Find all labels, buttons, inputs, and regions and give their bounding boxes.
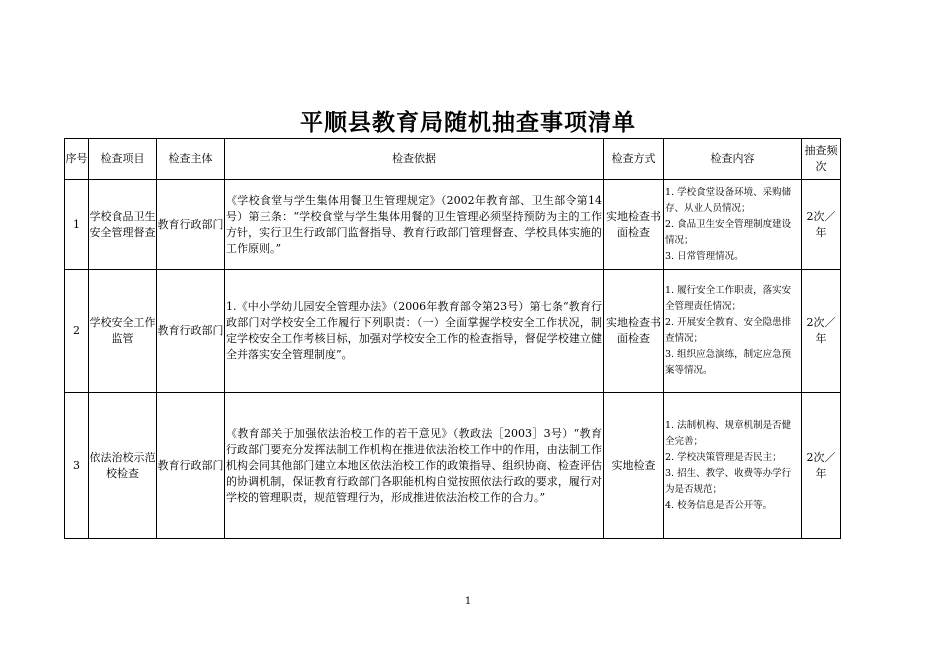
row-item: 依法治校示范校检查: [89, 393, 157, 539]
header-subject: 检查主体: [157, 139, 225, 180]
inspection-table: [64, 138, 841, 539]
header-item: 检查项目: [89, 139, 157, 180]
row-basis: 1.《中小学幼儿园安全管理办法》（2006年教育部令第23号）第七条“教育行政部门对学校安全工作履行下列职责：（一）全面掌握学校安全工作状况，制定学校安全工作考核目标，加强对学校安全工作的检查指导，督促学校建立健全并落实安全管理制度”。: [225, 270, 604, 393]
content-line: 2. 学校决策管理是否民主；: [665, 451, 782, 463]
content-line: 3. 招生、教学、收费等办学行为是否规范；: [665, 467, 792, 495]
row-content: [664, 393, 802, 539]
row-subject: 教育行政部门: [157, 270, 225, 393]
row-item: 学校安全工作监管: [89, 270, 157, 393]
row-frequency: 2次／年: [802, 393, 841, 539]
table-row: [65, 270, 841, 393]
header-method: 检查方式: [604, 139, 664, 180]
row-seq: 2: [65, 270, 89, 393]
document-title: 平顺县教育局随机抽查事项清单: [300, 109, 636, 136]
header-frequency: 抽查频次: [802, 139, 841, 180]
content-line: 2. 食品卫生安全管理制度建设情况；: [665, 218, 792, 246]
row-method: 实地检查书面检查: [604, 180, 664, 270]
row-subject: 教育行政部门: [157, 393, 225, 539]
page-number: 1: [464, 596, 472, 607]
table-header-row: [65, 139, 841, 180]
row-seq: 3: [65, 393, 89, 539]
row-basis: 《教育部关于加强依法治校工作的若干意见》（教政法［2003］3号）“教育行政部门要充分发挥法制工作机构在推进依法治校工作中的作用，由法制工作机构会同其他部门建立本地区依法治校工作的政策指导、组织协商、检查评估的协调机制，保证教育行政部门各职能机构自觉按照依法行政的要求，履行对学校的管理职责，规范管理行为，形成推进依法治校工作的合力。”: [225, 393, 604, 539]
row-seq: 1: [65, 180, 89, 270]
table-row: [65, 180, 841, 270]
content-line: 3. 日常管理情况。: [665, 250, 744, 262]
content-line: 2. 开展安全教育、安全隐患排查情况；: [665, 317, 792, 344]
content-line: 3. 组织应急演练，制定应急预案等情况。: [665, 349, 792, 376]
row-subject: 教育行政部门: [157, 180, 225, 270]
content-line: 4. 校务信息是否公开等。: [665, 499, 773, 511]
row-item: 学校食品卫生安全管理督查: [89, 180, 157, 270]
row-content: [664, 180, 802, 270]
content-line: 1. 学校食堂设备环境、采购储存、从业人员情况；: [665, 186, 792, 214]
row-frequency: 2次／年: [802, 270, 841, 393]
row-frequency: 2次／年: [802, 180, 841, 270]
row-content: [664, 270, 802, 393]
header-seq: 序号: [65, 139, 89, 180]
content-line: 1. 法制机构、规章机制是否健全完善；: [665, 419, 792, 447]
header-content: 检查内容: [664, 139, 802, 180]
header-basis: 检查依据: [225, 139, 604, 180]
table-row: [65, 393, 841, 539]
row-basis: 《学校食堂与学生集体用餐卫生管理规定》（2002年教育部、卫生部令第14号）第三条：“学校食堂与学生集体用餐的卫生管理必须坚持预防为主的工作方针，实行卫生行政部门监督指导、教育行政部门管理督查、学校具体实施的工作原则。”: [225, 180, 604, 270]
row-method: 实地检查书面检查: [604, 270, 664, 393]
content-line: 1. 履行安全工作职责，落实安全管理责任情况；: [665, 285, 792, 312]
row-method: 实地检查: [604, 393, 664, 539]
